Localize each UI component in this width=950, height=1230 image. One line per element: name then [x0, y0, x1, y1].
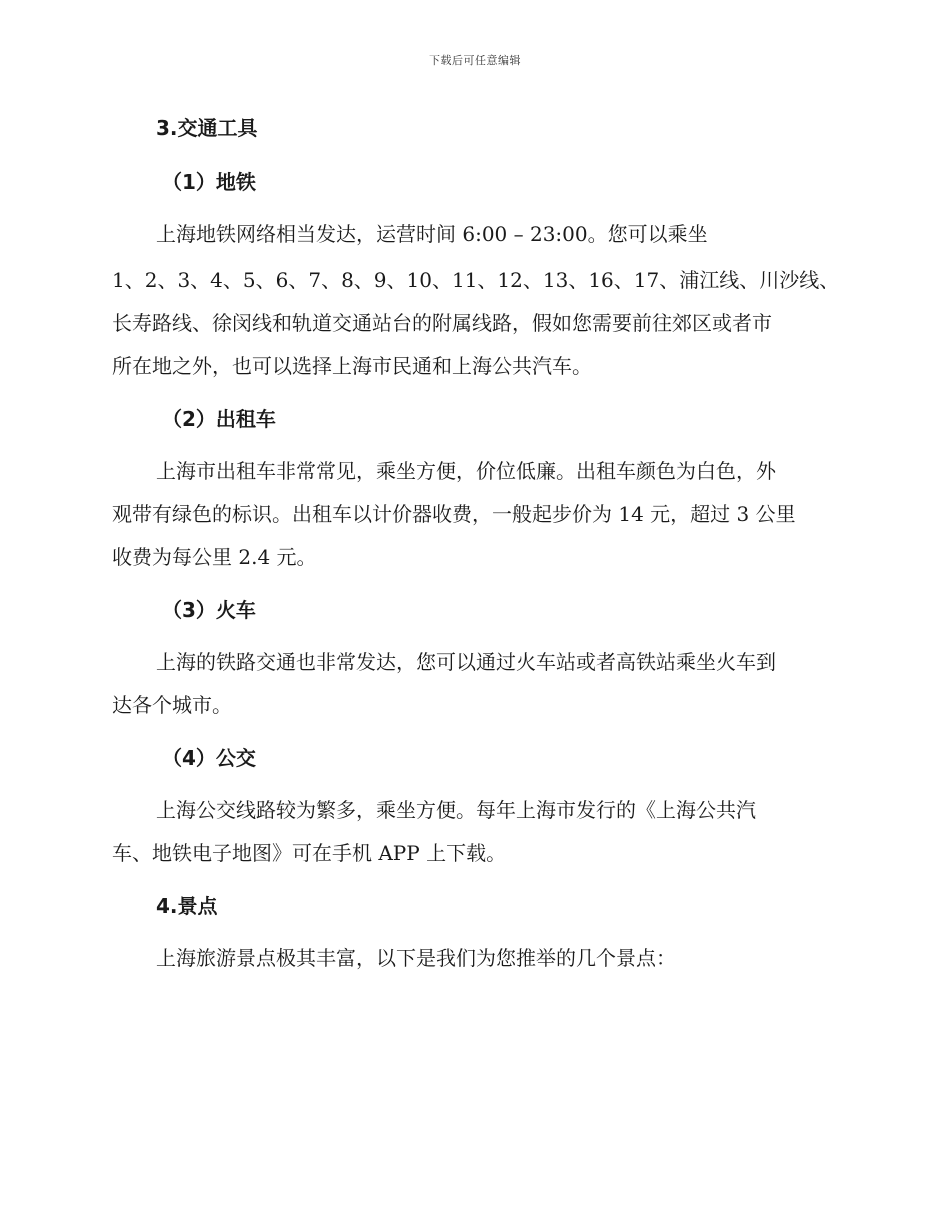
subheading-bus: （4）公交: [162, 746, 256, 770]
paragraph-line: 车、地铁电子地图》可在手机 APP 上下载。: [112, 841, 507, 865]
section-heading-transport: 3.交通工具: [156, 116, 258, 140]
paragraph-line: 上海的铁路交通也非常发达，您可以通过火车站或者高铁站乘坐火车到: [156, 650, 776, 674]
section-heading-attractions: 4.景点: [156, 894, 218, 918]
paragraph-line: 上海地铁网络相当发达，运营时间 6:00 – 23:00。您可以乘坐: [156, 222, 708, 246]
paragraph-line: 收费为每公里 2.4 元。: [112, 545, 317, 569]
subheading-metro: （1）地铁: [162, 170, 256, 194]
section-attractions: [112, 888, 840, 977]
paragraph-line: 上海公交线路较为繁多，乘坐方便。每年上海市发行的《上海公共汽: [156, 798, 756, 822]
paragraph-line: 上海市出租车非常常见，乘坐方便，价位低廉。出租车颜色为白色，外: [156, 459, 776, 483]
paragraph-line: 所在地之外，也可以选择上海市民通和上海公共汽车。: [112, 354, 592, 378]
paragraph-taxi: [112, 453, 840, 576]
section-transport: [112, 110, 840, 872]
paragraph-line: 达各个城市。: [112, 693, 232, 717]
document-body: [112, 110, 840, 991]
paragraph-train: [112, 644, 840, 724]
paragraph-line: 上海旅游景点极其丰富，以下是我们为您推举的几个景点：: [156, 946, 676, 970]
page-header: 下载后可任意编辑: [429, 54, 521, 67]
paragraph-line: 观带有绿色的标识。出租车以计价器收费，一般起步价为 14 元，超过 3 公里: [112, 502, 796, 526]
paragraph-metro: [112, 216, 840, 385]
subheading-taxi: （2）出租车: [162, 407, 276, 431]
paragraph-line: 长寿路线、徐闵线和轨道交通站台的附属线路，假如您需要前往郊区或者市: [112, 311, 772, 335]
paragraph-bus: [112, 792, 840, 872]
paragraph-line: 1、2、3、4、5、6、7、8、9、10、11、12、13、16、17、浦江线、川沙线、: [112, 268, 840, 292]
subheading-train: （3）火车: [162, 598, 256, 622]
